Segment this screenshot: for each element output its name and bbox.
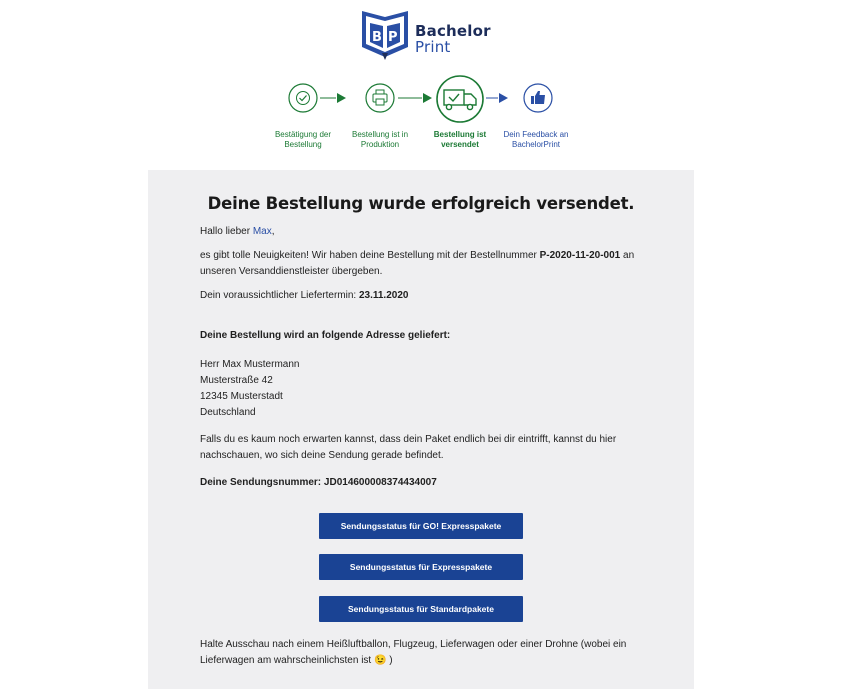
progress-graphic xyxy=(0,75,842,130)
arrow-right-icon xyxy=(337,93,346,103)
greeting: Hallo lieber Max, xyxy=(200,226,275,237)
shipping-news-text: es gibt tolle Neuigkeiten! Wir haben deine Bestellung mit der Bestellnummer P-2020-11-20-001 an unseren Versanddienstleister übergeben. xyxy=(200,250,635,277)
email-headline: Deine Bestellung wurde erfolgreich versendet. xyxy=(207,194,635,213)
arrow-right-icon xyxy=(499,93,508,103)
arrow-right-icon xyxy=(423,93,432,103)
delivery-truck-icon xyxy=(437,76,483,122)
address-name: Herr Max Mustermann xyxy=(200,359,300,370)
address-heading: Deine Bestellung wird an folgende Adresse geliefert: xyxy=(200,330,451,341)
tracking-number-text: Deine Sendungsnummer: JD014600008374434007 xyxy=(200,477,437,488)
email-content-card xyxy=(148,170,694,689)
customer-name-link[interactable]: Max xyxy=(252,226,272,237)
step-confirmation-label: Bestätigung der Bestellung xyxy=(274,130,332,149)
order-number: P-2020-11-20-001 xyxy=(539,250,621,261)
step-feedback-label[interactable]: Dein Feedback an BachelorPrint xyxy=(503,130,569,149)
book-shield-bp-icon xyxy=(358,7,412,61)
closing-text: Halte Ausschau nach einem Heißluftballon, Flugzeug, Lieferwagen oder einer Drohne (wobei ein Lieferwagen am wahrscheinlichsten ist 😉 ) xyxy=(200,639,627,666)
step-production-label: Bestellung ist in Produktion xyxy=(351,130,409,149)
step-shipped-label: Bestellung ist versendet xyxy=(433,130,487,149)
svg-text:P: P xyxy=(388,30,398,45)
delivery-address xyxy=(200,357,646,421)
tracking-number: JD014600008374434007 xyxy=(323,477,437,488)
printer-icon xyxy=(366,84,394,112)
wink-emoji-icon: 😉 xyxy=(373,655,387,666)
checkmark-icon xyxy=(289,84,317,112)
go-express-tracking-button[interactable]: Sendungsstatus für GO! Expresspakete xyxy=(319,513,523,539)
address-country: Deutschland xyxy=(200,407,256,418)
address-city: 12345 Musterstadt xyxy=(200,391,283,402)
order-progress-tracker xyxy=(0,75,842,155)
thumbs-up-icon xyxy=(524,84,552,112)
svg-text:B: B xyxy=(372,30,382,45)
standard-tracking-button[interactable]: Sendungsstatus für Standardpakete xyxy=(319,596,523,622)
delivery-date-text: Dein voraussichtlicher Liefertermin: 23.11.2020 xyxy=(200,290,409,301)
address-street: Musterstraße 42 xyxy=(200,375,273,386)
brand-name-line1: Bachelor xyxy=(415,22,491,40)
brand-logo xyxy=(358,7,491,61)
express-tracking-button[interactable]: Sendungsstatus für Expresspakete xyxy=(319,554,523,580)
brand-name-line2: Print xyxy=(415,38,451,56)
delivery-date: 23.11.2020 xyxy=(358,290,409,301)
tracking-hint-text: Falls du es kaum noch erwarten kannst, dass dein Paket endlich bei dir eintrifft, kannst du hier nachschauen, wo sich deine Sendung gerade befindet. xyxy=(200,434,617,461)
